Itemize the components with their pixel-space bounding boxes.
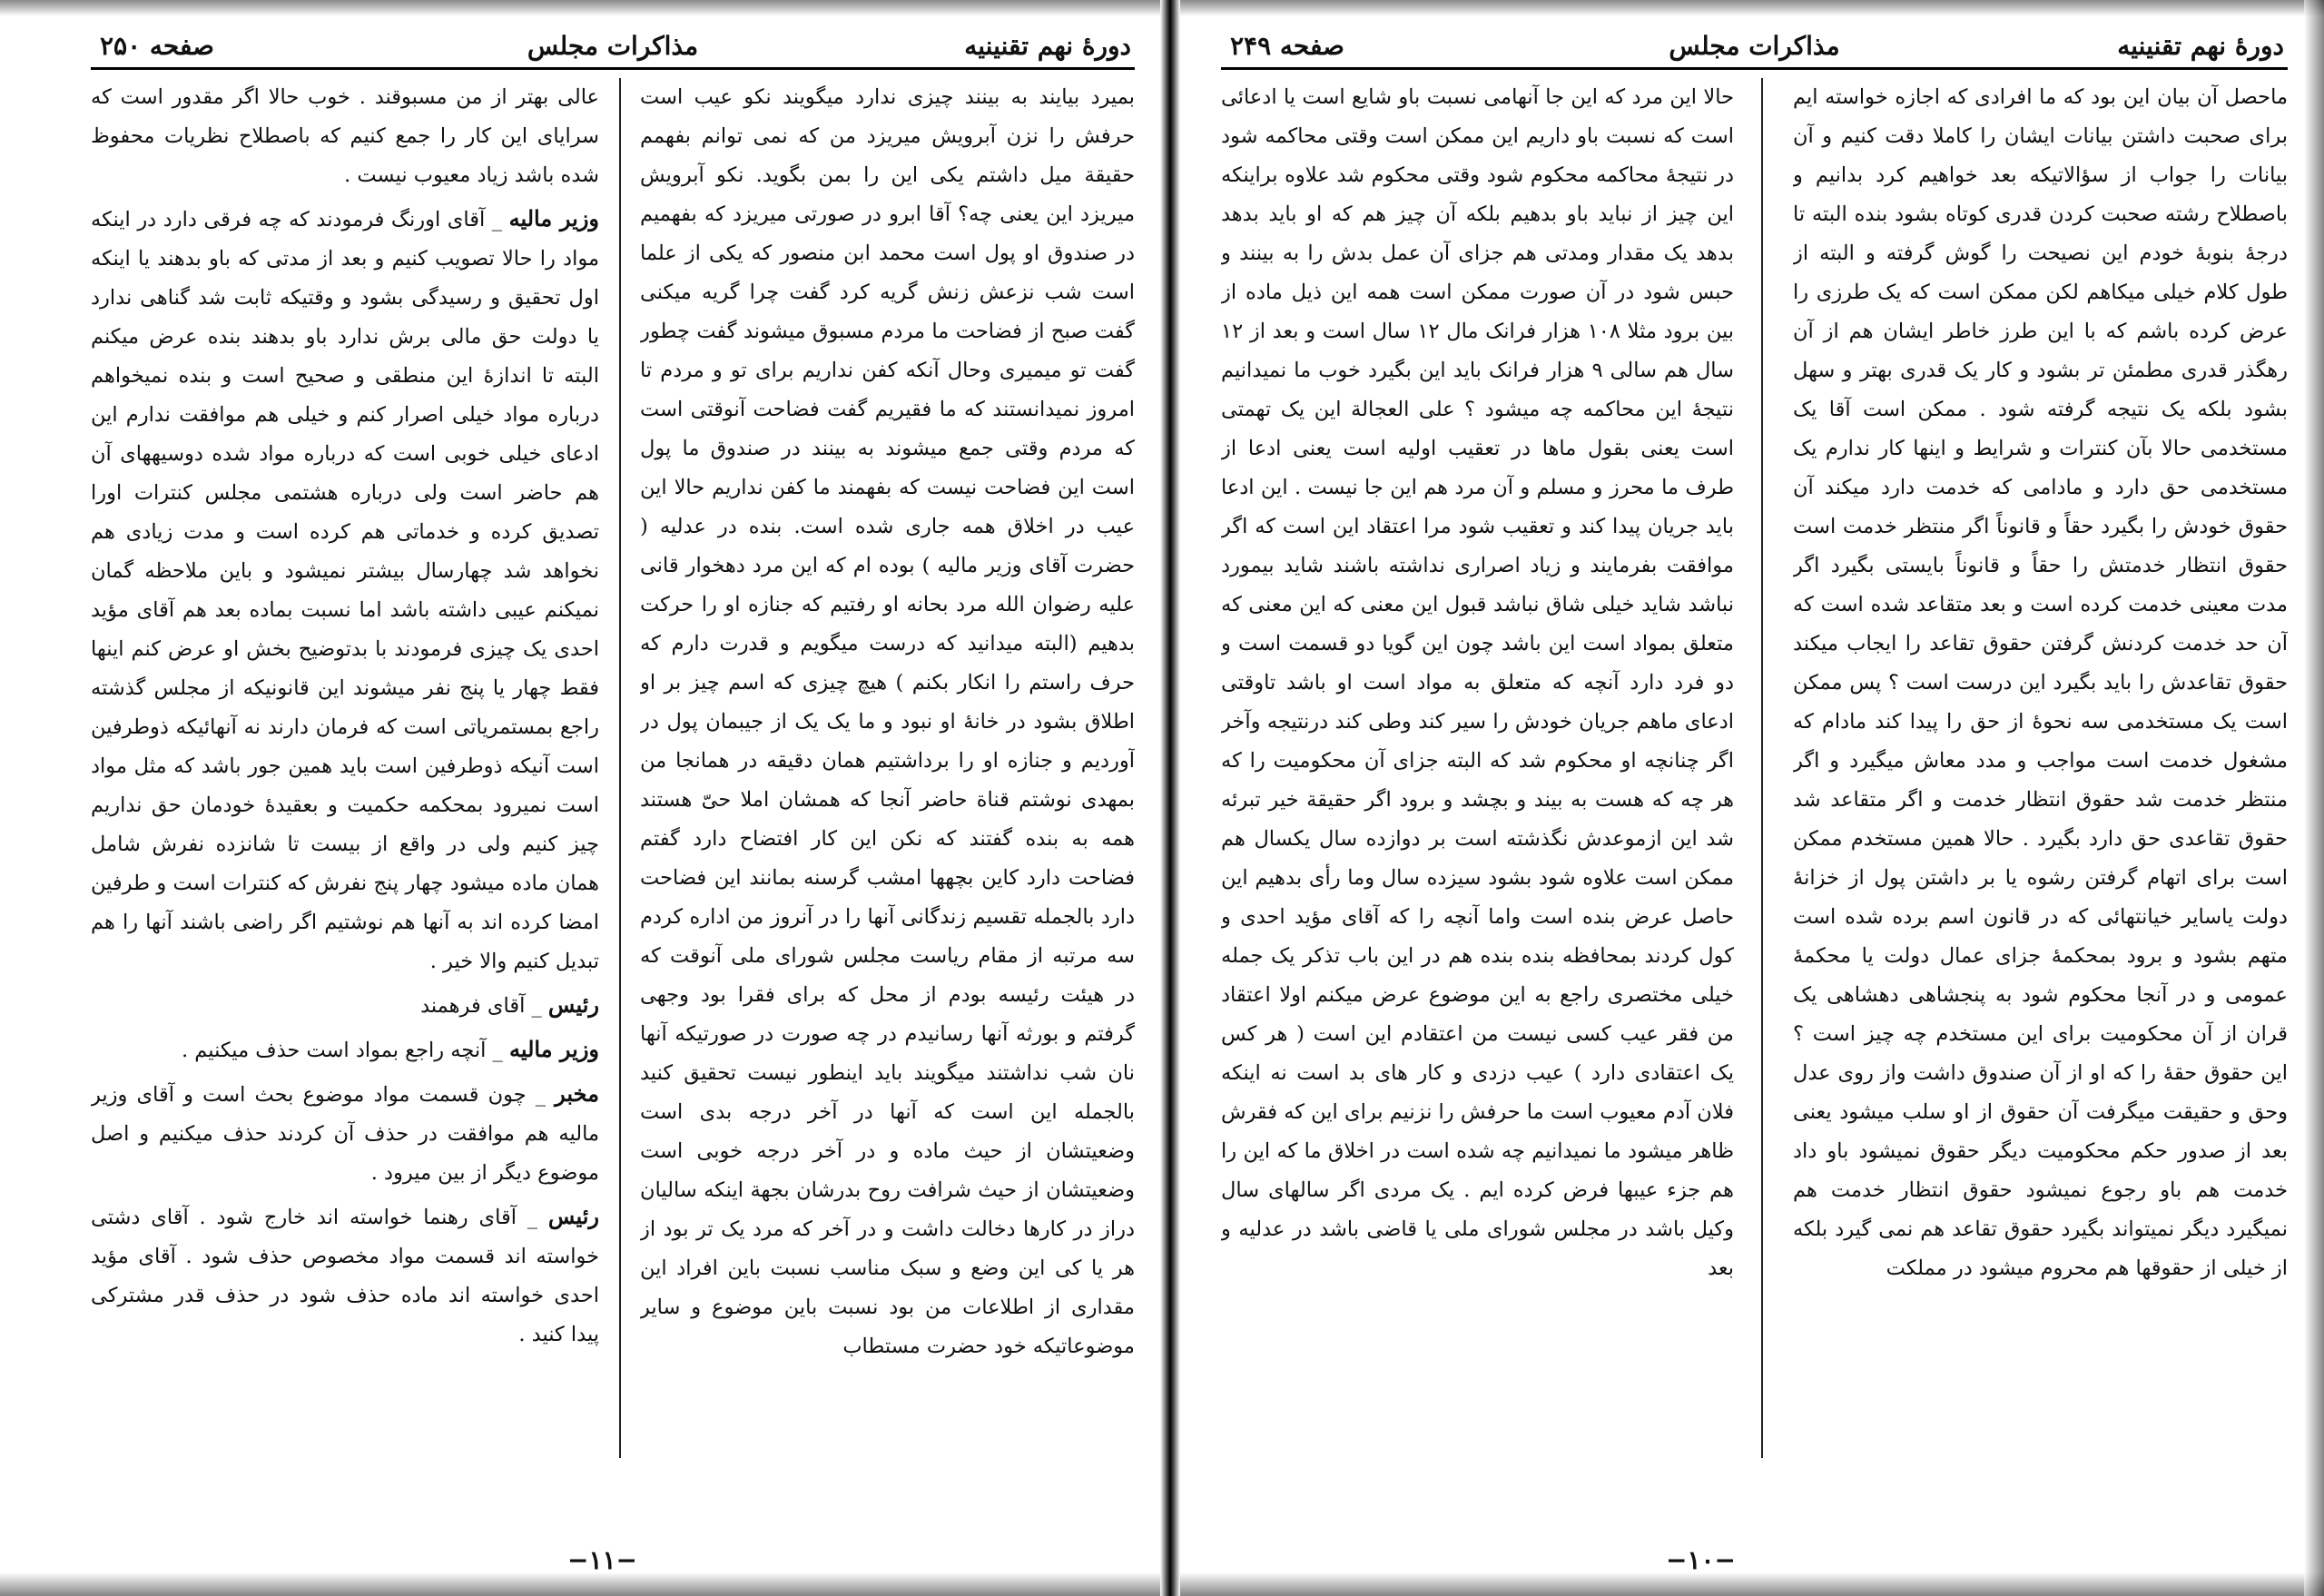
- speaker-name: مخبر: [555, 1080, 599, 1107]
- paragraph: عالی بهتر از من مسبوقند . خوب حالا اگر مقدور است که سرایای این کار را جمع کنیم که باصطلاح نظریات محفوظ شده باشد زیاد معیوب نیست .: [91, 85, 599, 187]
- column-right: [1793, 78, 2288, 1476]
- header-page-number: صفحه ۲۴۹: [1230, 31, 1344, 61]
- speech-paragraph: مخبر _ چون قسمت مواد موضوع بحث است و آقای وزیر مالیه هم موافقت در حذف آن کردند حذف میکنیم و اصل موضوع دیگر از بین میرود .: [91, 1080, 599, 1185]
- page-folio: −۱۱−: [567, 1545, 637, 1575]
- right-page: [1221, 27, 2288, 1575]
- speaker-name: وزیر مالیه: [508, 205, 599, 232]
- text-columns: [1221, 78, 2288, 1476]
- text-columns: [91, 78, 1135, 1476]
- header-page-number: صفحه ۲۵۰: [100, 31, 214, 61]
- paragraph: بمیرد بیایند به بینند چیزی ندارد میگویند نکو عیب است حرفش را نزن آبرویش میریزد من که نمی توانم بفهمم حقیقة میل داشتم یکی این را بمن بگوید. نکو آبرویش میریزد این یعنی چه؟ آقا ابرو در صورتی میریزد که بفهمیم در صندوق او پول است محمد ابن منصور که یکی از علما است شب نزعش زنش گریه کرد گفت چرا گریه میکنی گفت صبح از فضاحت ما مردم مسبوق میشوند گفت چطور گفت تو میمیری وحال آنکه کفن نداریم برای تو و مردم تا امروز نمیدانستند که ما فقیریم گفت فضاحت آنوقتی است که مردم وقتی جمع میشوند به بینند در صندوق ما پول است این فضاحت نیست که بفهمند ما کفن نداریم حالا این عیب در اخلاق همه جاری شده است. بنده در عدلیه ( حضرت آقای وزیر مالیه ) بوده ام که این مرد دهخوار قانی علیه رضوان الله مرد بحانه او رفتیم که جنازه او را حرکت بدهیم (البته میدانید که درست میگویم و قدرت دارم که حرف راستم را انکار بکنم ) هیچ چیزی که اسم چیز بر او اطلاق بشود در خانهٔ او نبود و ما یک یک از جیبمان پول در آوردیم و جنازه او را برداشتیم همان دقیقه در همانجا من بمهدی نوشتم قناة حاضر آنجا که همشان املا حیّ هستند همه به بنده گفتند که نکن این کار افتضاح دارد گفتم فضاحت دارد کاین بچهها امشب گرسنه بمانند این فضاحت دارد بالجمله تقسیم زندگانی آنها را در آنروز من اداره کردم سه مرتبه از مقام ریاست مجلس شورای ملی آنوقت که در هیئت رئیسه بودم از محل که برای فقرا بود وجهی گرفتم و بورثه آنها رسانیدم در چه صورت در صورتیکه آنها نان شب نداشتند میگویند باید اینطور نیست تحقیق کنید بالجمله این است که آنها در آخر درجه بدی است وضعیتشان از حیث ماده و در آخر درجه خوبی است وضعیتشان از حیث شرافت روح بدرشان بجهة اینکه سالیان دراز در کارها دخالت داشت و در آخر که مرد یک تر بود از هر یا کی این وضع و سبک مناسب نسبت باین افراد این مقداری از اطلاعات من بود نسبت باین موضوع و سایر موضوعاتیکه خود حضرت مستطاب: [640, 85, 1135, 1358]
- header-title: مذاکرات مجلس: [1669, 31, 1840, 61]
- speech-paragraph: وزیر مالیه _ آنچه راجع بمواد است حذف میکنیم .: [182, 1036, 599, 1062]
- speech-paragraph: رئیس _ آقای رهنما خواسته اند خارج شود . آقای دشتی خواسته اند قسمت مواد مخصوص حذف شود . آقای مؤید احدی خواسته اند ماده حذف شود در حذف قدر مشترکی پیدا کنید .: [91, 1203, 599, 1346]
- speaker-name: وزیر مالیه: [508, 1036, 599, 1062]
- scan-right-edge: [2304, 0, 2324, 1596]
- running-header: [91, 27, 1135, 70]
- paragraph: ماحصل آن بیان این بود که ما افرادی که اجازه خواسته ایم برای صحبت داشتن بیانات ایشان را کاملا دقت کنیم و آن بیانات را جواب از سؤالاتیکه بعد خواهیم کرد بدانیم و باصطلاح رشته صحبت کردن قدری کوتاه بشود بنده البته تا درجهٔ بنوبهٔ خودم این نصیحت را گوش گرفته و البته از طول کلام خیلی میکاهم لکن ممکن است که یک طرزی را عرض کرده باشم که با این طرز خاطر ایشان هم از آن رهگذر قدری مطمئن تر بشود و کار یک قدری بهتر و سهل بشود بلکه یک نتیجه گرفته شود . ممکن است آقا یک مستخدمی حالا بآن کنترات و شرایط و اینها کار ندارم یک مستخدمی حق دارد و مادامی که خدمت دارد میکند آن حقوق خودش را بگیرد حقاً و قانوناً اگر منتظر خدمت است حقوق انتظار خدمتش را حقاً و قانوناً بایستی بگیرد اگر مدت معینی خدمت کرده است و بعد متقاعد شده است که آن حد خدمت کردنش گرفتن حقوق تقاعد را ایجاب میکند حقوق تقاعدش را باید بگیرد این درست است ؟ پس ممکن است یک مستخدمی سه نحوهٔ از حق را پیدا کند مادام که مشغول خدمت است مواجب و مدد معاش میگیرد و اگر منتظر خدمت شد حقوق انتظار خدمت و اگر متقاعد شد حقوق تقاعدی حق دارد بگیرد . حالا همین مستخدم ممکن است برای اتهام گرفتن رشوه یا بر داشتن پول از خزانهٔ دولت یاسایر خیانتهائی که در قانون اسم برده شده است متهم بشود و برود بمحکمهٔ جزای عمال دولت یا محکمهٔ عمومی و در آنجا محکوم شود به پنجشاهی دهشاهی یک قران از آن محکومیت برای این مستخدم چه چیز است ؟ این حقوق حقهٔ را که او از آن صندوق داشت واز روی عدل وحق و حقیقت میگرفت آن حقوق از او سلب میشود یعنی بعد از صدور حکم محکومیت دیگر حقوق نمیشود باو داد خدمت هم باو رجوع نمیشود حقوق انتظار خدمت هم نمیگیرد دیگر نمیتواند بگیرد حقوق تقاعد هم نمی گیرد بلکه از خیلی از حقوقها هم محروم میشود در مملکت: [1793, 85, 2288, 1280]
- column-left: [1221, 78, 1734, 1476]
- book-gutter: [1160, 0, 1180, 1596]
- speaker-name: رئیس: [547, 991, 599, 1018]
- speaker-name: رئیس: [547, 1203, 599, 1229]
- page-folio: −۱۰−: [1666, 1545, 1736, 1575]
- speech-paragraph: رئیس _ آقای فرهمند: [420, 991, 599, 1018]
- running-header: [1221, 27, 2288, 70]
- column-divider: [1761, 78, 1763, 1458]
- column-left: [91, 78, 599, 1476]
- paragraph: حالا این مرد که این جا آنهامی نسبت باو شایع است یا ادعائی است که نسبت باو داریم این ممکن است وقتی محاکمه شود در نتیجهٔ محاکمه محکوم شود وقتی محکوم شد علاوه براینکه این چیز از نباید باو بدهیم بلکه آن چیز هم که او باید بدهد بدهد یک مقدار ومدتی هم جزای آن عمل بدش را به بینند و حبس شود در آن صورت ممکن است همه این ذیل ماده از بین برود مثلا ۱۰۸ هزار فرانک مال ۱۲ سال است و بعد از ۱۲ سال هم سالی ۹ هزار فرانک باید این بگیرد خوب ما نمیدانیم نتیجهٔ این محاکمه چه میشود ؟ علی العجالة این یک تهمتی است یعنی بقول ماها در تعقیب اولیه است یعنی ادعا از طرف ما محرز و مسلم و آن مرد هم این جا نیست . این ادعا باید جریان پیدا کند و تعقیب شود مرا اعتقاد این است که اگر موافقت بفرمایند و زیاد اصراری نداشته باشند شاید بیمورد نباشد شاید خیلی شاق نباشد قبول این معنی که این معنی که متعلق بمواد است این باشد چون این گویا دو قسمت است و دو فرد دارد آنچه که متعلق به مواد است او باشد تاوقتی ادعای ماهم جریان خودش را سیر کند وطی کند درنتیجه وآخر اگر چنانچه او محکوم شد که البته جزای آن محکومیت را که هر چه که هست به بیند و بچشد و برود اگر حقیقة خیر تبرئه شد این ازموعدش نگذشته است بر دوازده سال یکسال هم ممکن است علاوه شود بشود سیزده سال وما رأی بدهیم این حاصل عرض بنده است واما آنچه را که آقای مؤید احدی و کول کردند بمحافظه بنده بنده هم در این باب تذکر یک جمله خیلی مختصری راجع به این موضوع عرض میکنم اولا اعتقاد من فقر عیب کسی نیست من اعتقادم این است ( هر کس یک اعتقادی دارد ) عیب دزدی و کار های بد است نه اینکه فلان آدم معیوب است ما حرفش را نزنیم برای این که فقرش ظاهر میشود ما نمیدانیم چه شده است در اخلاق ما که این را هم جزء عیبها فرض کرده ایم . یک مردی اگر سالهای سال وکیل باشد در مجلس شورای ملی یا قاضی باشد در عدلیه و بعد: [1221, 85, 1734, 1280]
- header-session: دورهٔ نهم تقنینیه: [964, 31, 1131, 61]
- left-page: [91, 27, 1135, 1575]
- header-session: دورهٔ نهم تقنینیه: [2117, 31, 2284, 61]
- column-right: [640, 78, 1135, 1476]
- speech-paragraph: وزیر مالیه _ آقای اورنگ فرمودند که چه فرقی دارد در اینکه مواد را حالا تصویب کنیم و بعد از مدتی که باو بدهند یا اینکه اول تحقیق و رسیدگی بشود و وقتیکه ثابت شد گناهی ندارد یا دولت حق مالی برش ندارد باو بدهند بنده عرض میکنم البته تا اندازهٔ این منطقی و صحیح است و بنده نمیخواهم درباره مواد خیلی اصرار کنم و خیلی هم موافقت ندارم این ادعای خیلی خوبی است که درباره مواد شده دوسیههای آن هم حاضر است ولی درباره هشتمی مجلس کنترات اورا تصدیق کرده و خدماتی هم کرده است و مدت زیادی هم نخواهد شد چهارسال بیشتر نمیشود و باین ملاحظه گمان نمیکنم عیبی داشته باشد اما نسبت بماده بعد هم آقای مؤید احدی یک چیزی فرمودند با بدتوضیح بخش او عرض کنم اینها فقط چهار یا پنج نفر میشوند این قانونیکه از مجلس گذشته راجع بمستمریاتی است که فرمان دارند نه آنهائیکه ذوطرفین است آنیکه ذوطرفین است باید همین جور باشد که مثل مواد است نمیرود بمحکمه حکمیت و بعقیدهٔ خودمان حق نداریم چیز کنیم ولی در واقع از بیست تا شانزده نفرش شامل همان ماده میشود چهار پنج نفرش که کنترات است و طرفین امضا کرده اند به آنها هم نوشتیم اگر راضی باشند آنها را هم تبدیل کنیم والا خیر .: [91, 205, 599, 973]
- column-divider: [619, 78, 621, 1458]
- header-title: مذاکرات مجلس: [527, 31, 699, 61]
